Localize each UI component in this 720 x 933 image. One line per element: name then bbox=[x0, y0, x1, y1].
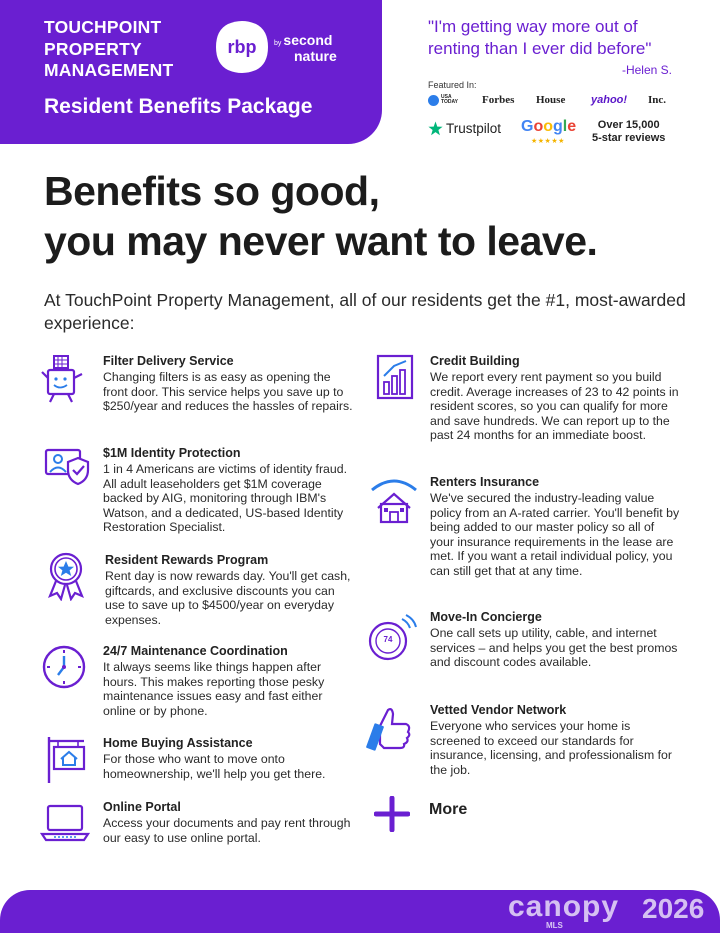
benefit-description: We report every rent payment so you build credit. Average increases of 23 to 42 points in resident scores, so you can qualify for more and save hundreds. We can report up to the past 24 months for an immediate boost. bbox=[430, 370, 679, 443]
award-ribbon-icon bbox=[40, 549, 92, 601]
benefit-title: Credit Building bbox=[430, 354, 520, 368]
filter-box-icon bbox=[40, 354, 92, 406]
benefit-description: Everyone who services your home is screened to exceed our standards for insurance, licensing, and professionalism for the job. bbox=[430, 719, 672, 777]
testimonial-quote: "I'm getting way more out of renting than I ever did before" bbox=[428, 17, 652, 58]
press-yahoo: yahoo! bbox=[591, 94, 628, 106]
benefit-description: Changing filters is as easy as opening the front door. This service helps you save up to $250/year and reduces the hassles of repairs. bbox=[103, 370, 353, 414]
trustpilot-star-icon bbox=[428, 121, 443, 136]
press-inc: Inc. bbox=[648, 94, 667, 106]
benefit-title: Resident Rewards Program bbox=[105, 553, 269, 567]
google-logo: Google bbox=[521, 118, 577, 135]
benefit-description: For those who want to move onto homeownership, we'll help you get there. bbox=[103, 752, 326, 781]
benefit-description: We've secured the industry-leading value policy from an A-rated carrier. You'll benefit by being added to our master policy so all of your insurance requirements in the lease are met. If you want a retail individual policy, you can still get that at any time. bbox=[430, 491, 680, 578]
canopy-mls-label: MLS bbox=[546, 921, 563, 930]
press-house: House bbox=[536, 94, 566, 106]
canopy-watermark: canopy bbox=[508, 890, 620, 923]
benefit-description: Rent day is now rewards day. You'll get cash, giftcards, and exclusive discounts you can use to save up to $4500/year on everyday expenses. bbox=[105, 569, 351, 627]
benefit-title: Move-In Concierge bbox=[430, 610, 542, 624]
benefit-description: Access your documents and pay rent through our easy to use online portal. bbox=[103, 816, 351, 845]
more-link[interactable]: More bbox=[429, 801, 468, 818]
plus-icon[interactable] bbox=[374, 796, 410, 832]
benefit-description: 1 in 4 Americans are victims of identity fraud. All adult leaseholders get $1M coverage backed by AIG, monitoring through IBM's Watson, and a dedicated, US-based Identity Restoration Specialist. bbox=[103, 462, 347, 535]
company-name: TOUCHPOINT PROPERTY MANAGEMENT bbox=[44, 17, 174, 80]
benefit-title: Filter Delivery Service bbox=[103, 354, 234, 368]
package-title: Resident Benefits Package bbox=[44, 95, 313, 118]
benefit-title: Home Buying Assistance bbox=[103, 736, 253, 750]
thermostat-reading: 74 bbox=[383, 635, 393, 644]
benefit-title: Renters Insurance bbox=[430, 475, 540, 489]
thumbs-up-icon bbox=[366, 704, 418, 756]
house-sign-icon bbox=[40, 735, 92, 787]
benefit-title: $1M Identity Protection bbox=[103, 446, 241, 460]
watermark-year: 2026 bbox=[642, 893, 705, 924]
headline: Benefits so good, you may never want to leave. bbox=[44, 168, 598, 264]
laptop-icon bbox=[40, 800, 92, 852]
rbp-logo-text: rbp bbox=[227, 36, 257, 57]
benefit-description: It always seems like things happen after hours. This makes reporting those pesky maintenance issues easy and fast either online or by phone. bbox=[103, 660, 325, 718]
testimonial-author: -Helen S. bbox=[621, 63, 672, 77]
benefit-description: One call sets up utility, cable, and internet services – and helps you get the best promos and discount codes available. bbox=[430, 626, 678, 670]
benefit-title: Vetted Vendor Network bbox=[430, 703, 567, 717]
usa-today-logo-icon bbox=[428, 95, 439, 106]
press-usa-today: USA TODAY bbox=[441, 94, 458, 105]
featured-label: Featured In: bbox=[428, 80, 477, 90]
umbrella-house-icon bbox=[368, 474, 420, 526]
google-stars: ★★★★★ bbox=[531, 138, 565, 145]
press-forbes: Forbes bbox=[482, 94, 515, 106]
benefit-title: 24/7 Maintenance Coordination bbox=[103, 644, 288, 658]
benefit-title: Online Portal bbox=[103, 800, 181, 814]
growth-chart-icon bbox=[370, 352, 422, 404]
identity-card-icon bbox=[40, 440, 92, 492]
clock-icon bbox=[40, 643, 92, 695]
second-nature-logo: by second nature bbox=[274, 32, 337, 64]
intro-text: At TouchPoint Property Management, all of our residents get the #1, most-awarded experience: bbox=[44, 290, 686, 333]
trustpilot-logo: Trustpilot bbox=[428, 121, 501, 136]
review-count: Over 15,000 5-star reviews bbox=[592, 119, 666, 144]
